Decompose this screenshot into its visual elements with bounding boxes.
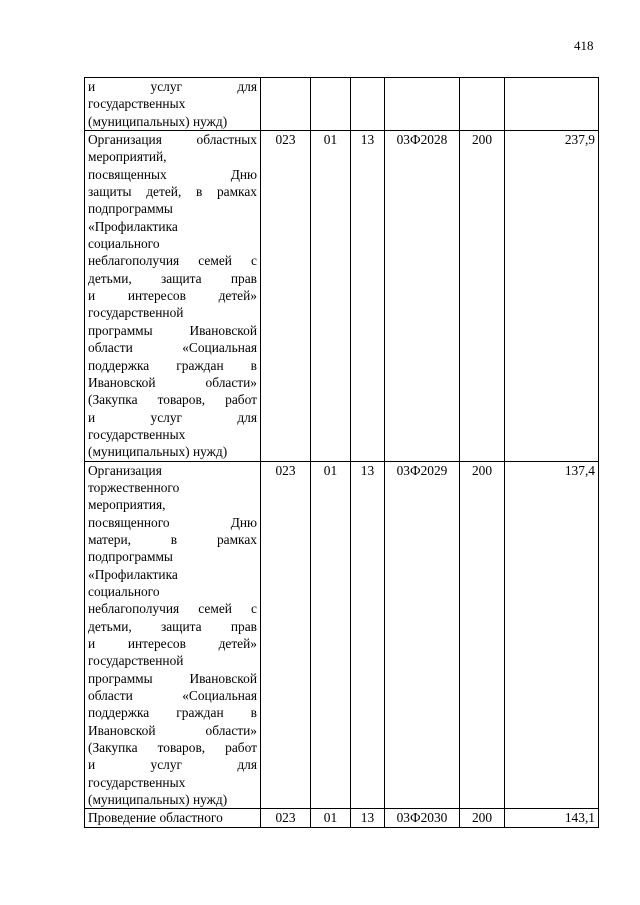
subsection-code-cell: 13 <box>351 461 385 809</box>
table-row <box>85 461 599 809</box>
description-line: защиты детей, в рамках <box>88 184 257 200</box>
description-line: социального <box>88 583 160 599</box>
section-code-cell: 01 <box>311 131 351 462</box>
expense-type-code-cell: 200 <box>460 809 505 827</box>
department-code-cell <box>261 78 311 131</box>
expense-description-cell <box>85 78 261 131</box>
description-line: (муниципальных) нужд) <box>88 113 228 129</box>
section-code-cell: 01 <box>311 461 351 809</box>
expense-type-code-cell: 200 <box>460 131 505 462</box>
description-line: и услуг для <box>88 79 257 94</box>
department-code-cell: 023 <box>261 809 311 827</box>
description-line: области «Социальная <box>88 340 257 356</box>
budget-table-body <box>85 78 599 828</box>
description-line: (муниципальных) нужд) <box>88 444 228 460</box>
target-article-code-cell: 03Ф2029 <box>385 461 460 809</box>
target-article-code-cell: 03Ф2028 <box>385 131 460 462</box>
description-line: «Профилактика <box>88 218 178 234</box>
description-line: Проведение областного <box>88 810 223 826</box>
expense-description-cell <box>85 131 261 462</box>
description-line: поддержка граждан в <box>88 357 257 373</box>
amount-cell <box>505 78 599 131</box>
subsection-code-cell: 13 <box>351 131 385 462</box>
target-article-code-cell: 03Ф2030 <box>385 809 460 827</box>
target-article-code-cell <box>385 78 460 131</box>
table-row <box>85 78 599 131</box>
table-row <box>85 809 599 827</box>
description-line: (муниципальных) нужд) <box>88 792 228 808</box>
description-line: посвященного Дню <box>88 514 257 530</box>
description-line: государственной <box>88 653 184 669</box>
description-line: социального <box>88 236 160 252</box>
department-code-cell: 023 <box>261 461 311 809</box>
description-line: неблагополучия семей с <box>88 601 257 617</box>
description-line: подпрограммы <box>88 201 173 217</box>
description-line: и интересов детей» <box>88 636 257 651</box>
expense-type-code-cell <box>460 78 505 131</box>
section-code-cell: 01 <box>311 809 351 827</box>
description-line: Ивановской области» <box>88 374 257 390</box>
description-line: государственных <box>88 774 186 790</box>
description-line: «Профилактика <box>88 566 178 582</box>
description-line: государственных <box>88 96 186 112</box>
description-line: программы Ивановской <box>88 322 257 338</box>
expense-description-cell <box>85 809 261 827</box>
description-line: Организация <box>88 462 162 478</box>
description-line: (Закупка товаров, работ <box>88 392 257 408</box>
description-line: матери, в рамках <box>88 531 257 547</box>
budget-table <box>84 77 599 828</box>
description-line: поддержка граждан в <box>88 705 257 721</box>
page-number: 418 <box>574 38 594 53</box>
section-code-cell <box>311 78 351 131</box>
expense-description-cell <box>85 461 261 809</box>
description-line: мероприятий, <box>88 149 167 165</box>
description-line: и услуг для <box>88 409 257 425</box>
description-line: государственной <box>88 305 184 321</box>
description-line: и интересов детей» <box>88 288 257 304</box>
amount-cell: 237,9 <box>505 131 599 462</box>
description-line: мероприятия, <box>88 497 166 513</box>
table-row <box>85 131 599 462</box>
description-line: (Закупка товаров, работ <box>88 740 257 756</box>
description-line: подпрограммы <box>88 549 173 565</box>
description-line: неблагополучия семей с <box>88 253 257 269</box>
description-line: детьми, защита прав <box>88 618 257 634</box>
description-line: посвященных Дню <box>88 166 257 182</box>
amount-cell: 143,1 <box>505 809 599 827</box>
description-line: Организация областных <box>88 132 257 148</box>
amount-cell: 137,4 <box>505 461 599 809</box>
description-line: торжественного <box>88 479 180 495</box>
description-line: и услуг для <box>88 757 257 773</box>
description-line: государственных <box>88 426 186 442</box>
subsection-code-cell: 13 <box>351 809 385 827</box>
description-line: программы Ивановской <box>88 670 257 686</box>
department-code-cell: 023 <box>261 131 311 462</box>
description-line: Ивановской области» <box>88 722 257 738</box>
expense-type-code-cell: 200 <box>460 461 505 809</box>
description-line: области «Социальная <box>88 688 257 704</box>
subsection-code-cell <box>351 78 385 131</box>
description-line: детьми, защита прав <box>88 270 257 286</box>
